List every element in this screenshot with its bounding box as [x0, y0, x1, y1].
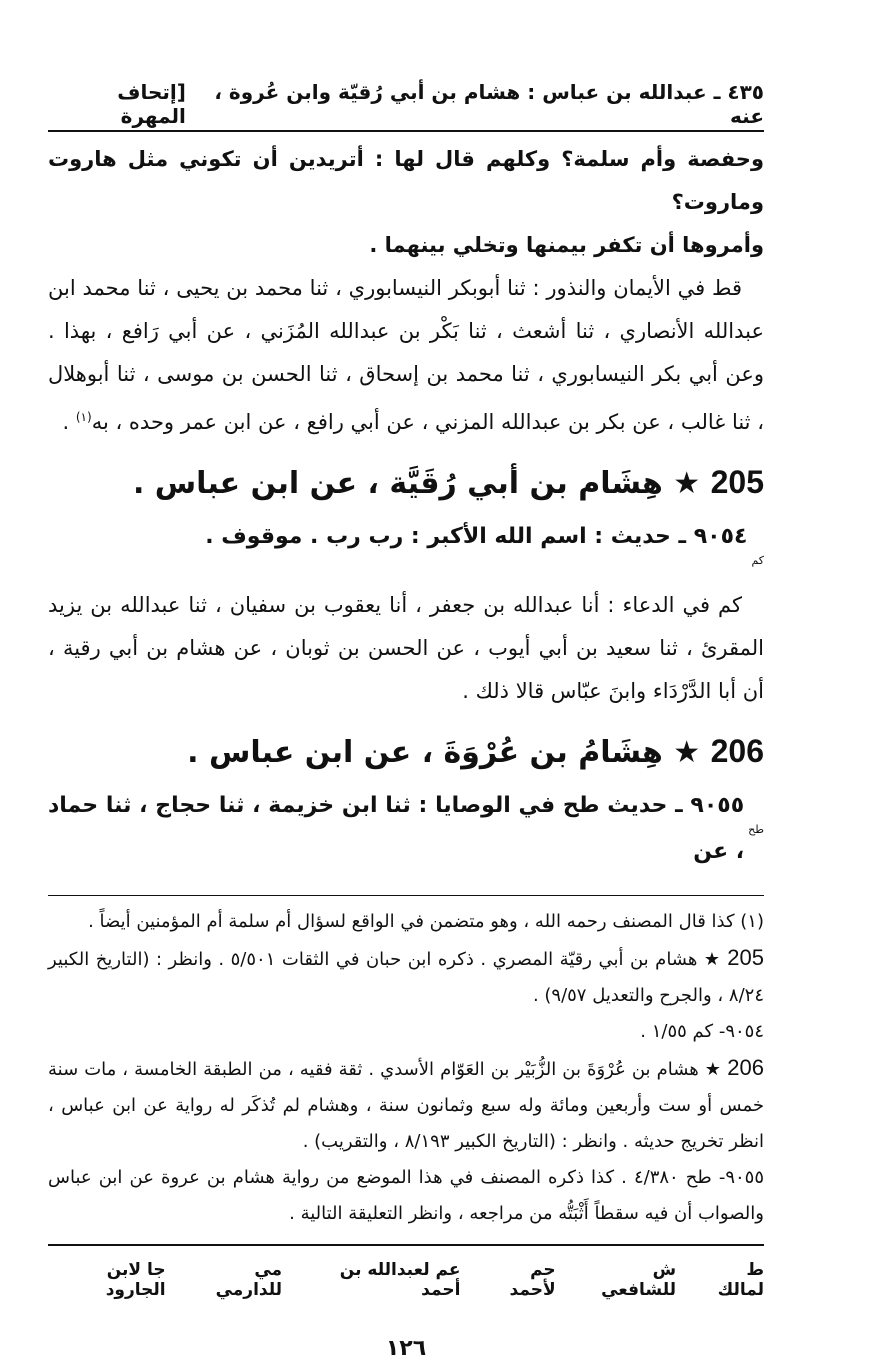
isnad-paragraph-2: كم في الدعاء : أنا عبدالله بن جعفر ، أنا يعقوب بن سفيان ، ثنا عبدالله بن يزيد المقرئ ، ثنا سعيد بن أبي أيوب ، عن الحسن بن ثوبان ، عن هشام بن أبي رقية ، أن أبا الدَّرْدَاء وابنَ عبّاس قالا ذلك .	[48, 593, 764, 703]
isnad-text-1: قط في الأيمان والنذور : ثنا أبوبكر النيسابوري ، ثنا محمد بن يحيى ، ثنا محمد ابن عبدالله الأنصاري ، ثنا أشعث ، ثنا بَكْر بن عبدالله المُزَني ، عن أبي رَافع ، بهذا . وعن أبي بكر النيسابوري ، ثنا محمد بن إسحاق ، ثنا الحسن بن موسى ، ثنا أبوهلال ، ثنا غالب ، عن بكر بن عبدالله المزني ، عن أبي رافع ، عن ابن عمر وحده ، به	[48, 276, 764, 434]
narrator-heading-205	[48, 452, 764, 514]
footnote-1: (١) كذا قال المصنف رحمه الله ، وهو متضمن في الواقع لسؤال أم سلمة أم المؤمنين أيضاً .	[88, 911, 764, 932]
legend-separator	[48, 1244, 764, 1246]
source-code-9055: طح	[748, 823, 764, 836]
page-number: ١٢٦	[385, 1336, 427, 1361]
abbreviation-legend	[48, 1260, 764, 1300]
footnotes	[48, 904, 764, 1232]
book-page	[48, 80, 764, 1361]
legend-item: ط لمالك	[717, 1260, 764, 1300]
footnote-number-205: 205	[727, 945, 764, 970]
footnote-205	[48, 940, 764, 1014]
hadith-text-9054: ٩٠٥٤ ـ حديث : اسم الله الأكبر : رب رب . موقوف .	[205, 524, 748, 549]
footnote-ref-1: (١)	[75, 410, 92, 424]
legend-item: ش للشافعي	[601, 1260, 677, 1300]
source-code-9054: كم	[751, 554, 764, 567]
footnote-9055: ٩٠٥٥- طح ٤/٣٨٠ . كذا ذكره المصنف في هذا الموضع من رواية هشام بن عروة عن ابن عباس والصواب أن فيه سقطاً أَثْبَتُّه من مراجعه ، وانظر التعليقة التالية .	[48, 1167, 764, 1224]
text-line-2: وأمروها أن تكفر بيمنها وتخلي بينهما .	[369, 233, 764, 257]
hadith-text-9055: ٩٠٥٥ ـ حديث طح في الوصايا : ثنا ابن خزيمة ، ثنا حجاج ، ثنا حماد ، عن	[48, 793, 745, 864]
header-book-name: [إتحاف المهرة	[117, 80, 186, 128]
legend-item: عم لعبدالله بن أحمد	[339, 1260, 461, 1300]
isnad-end-1: .	[62, 410, 76, 434]
footnote-separator	[48, 895, 764, 896]
isnad-paragraph-1	[48, 267, 764, 444]
footnote-9054: ٩٠٥٤- كم ١/٥٥ .	[640, 1021, 764, 1042]
narrator-number-206: 206	[710, 733, 764, 769]
footnote-text-206: ★ هشام بن عُرْوَةَ بن الزُّبَيْر بن العَوّام الأسدي . ثقة فقيه ، من الطبقة الخامسة ، مات سنة خمس أو ست وأربعين ومائة وله سبع وثمانون سنة ، وهشام لم تُذكَر له رواية عن ابن عباس ، انظر تخريج حديثه . وانظر : (التاريخ الكبير ٨/١٩٣ ، والتقريب) .	[48, 1059, 764, 1152]
narrator-name-205: ★ هِشَام بن أبي رُقَيَّة ، عن ابن عباس .	[132, 466, 701, 501]
narrator-name-206: ★ هِشَامُ بن عُرْوَةَ ، عن ابن عباس .	[187, 735, 701, 770]
hadith-heading-9055	[48, 783, 764, 875]
footnote-number-206: 206	[727, 1055, 764, 1080]
legend-item: جا لابن الجارود	[105, 1260, 166, 1300]
narrator-number-205: 205	[710, 464, 764, 500]
footnote-text-205: ★ هشام بن أبي رقيّة المصري . ذكره ابن حبان في الثقات ٥/٥٠١ . وانظر : (التاريخ الكبير ٨/٢٤ ، والجرح والتعديل ٩/٥٧) .	[48, 949, 764, 1006]
hadith-heading-9054	[48, 514, 764, 584]
footnote-206	[48, 1050, 764, 1160]
legend-item: حم لأحمد	[509, 1260, 556, 1300]
header-title: ٤٣٥ ـ عبدالله بن عباس : هشام بن أبي رُقيّة وابن عُروة ، عنه	[214, 80, 764, 128]
running-header	[48, 80, 764, 132]
narrator-heading-206	[48, 721, 764, 783]
text-line-1: وحفصة وأم سلمة؟ وكلهم قال لها : أتريدين أن تكوني مثل هاروت وماروت؟	[48, 147, 764, 214]
legend-item: مي للدارمي	[215, 1260, 283, 1300]
main-text	[48, 138, 764, 875]
